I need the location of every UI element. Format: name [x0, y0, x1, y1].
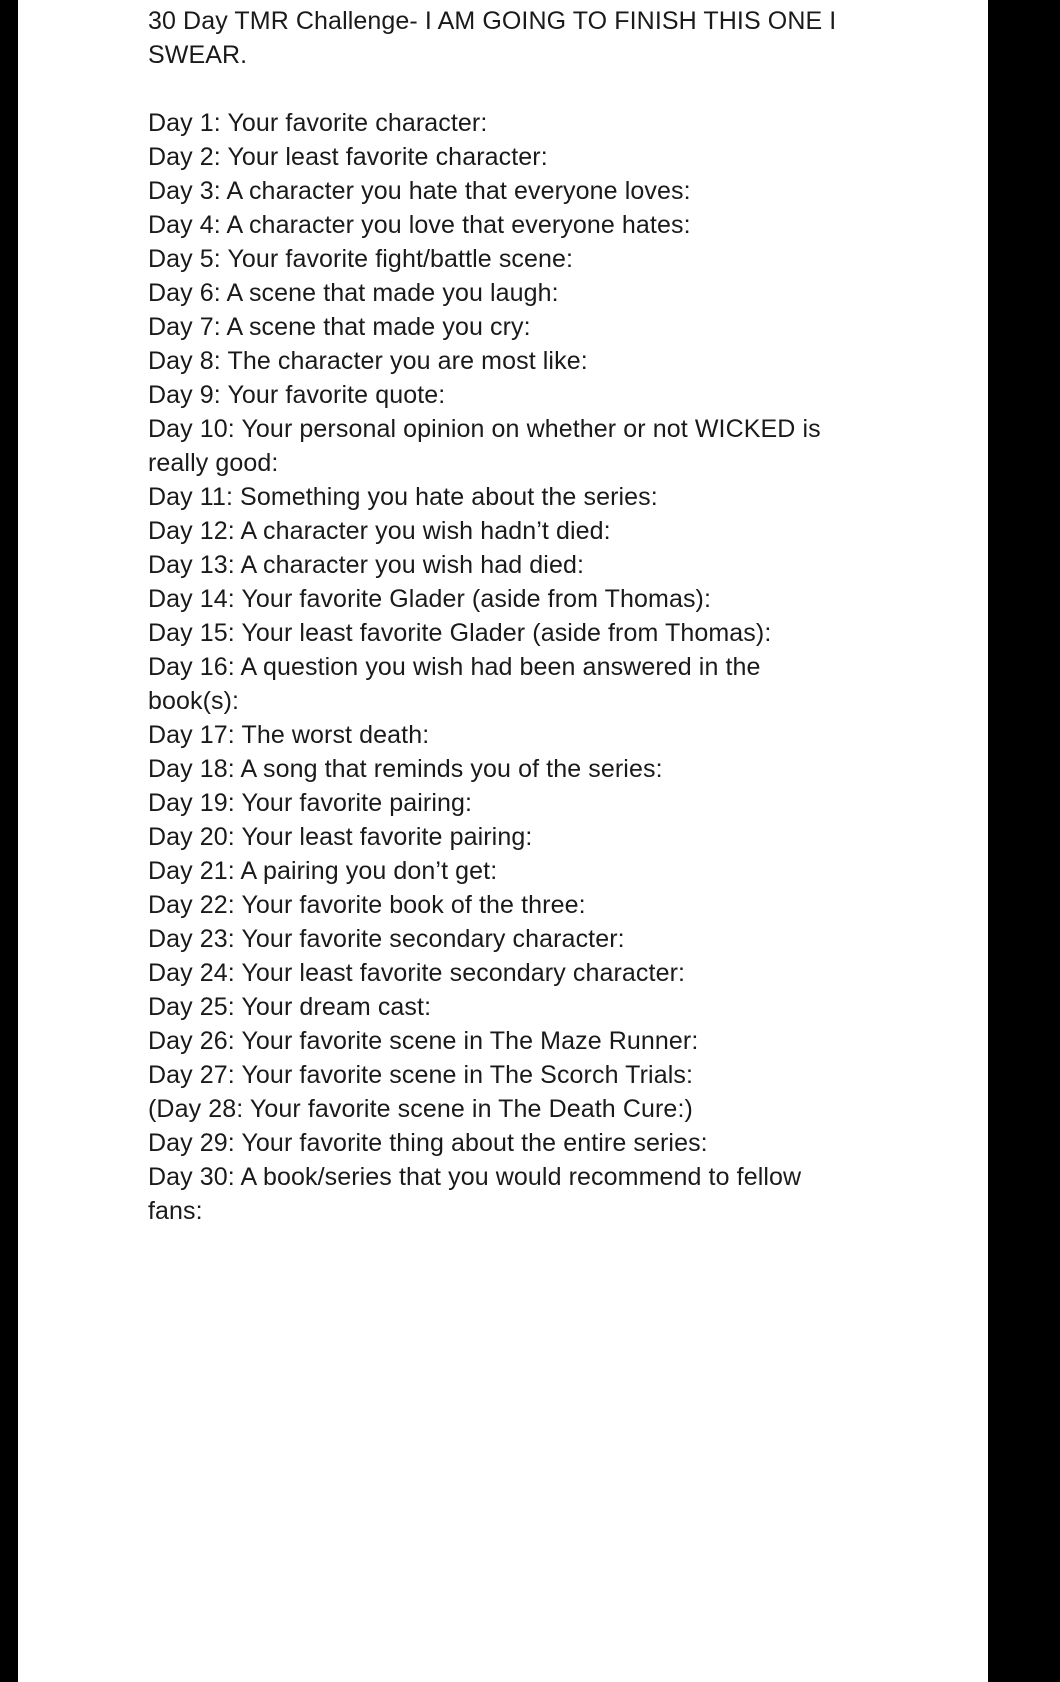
list-item: Day 15: Your least favorite Glader (aside from Thomas):: [148, 619, 772, 647]
list-item: Day 13: A character you wish had died:: [148, 551, 585, 579]
list-item: Day 18: A song that reminds you of the series:: [148, 755, 663, 783]
list-item: Day 30: A book/series that you would recommend to fellow fans:: [148, 1163, 802, 1225]
list-item: Day 21: A pairing you don’t get:: [148, 857, 498, 885]
list-item: Day 7: A scene that made you cry:: [148, 313, 531, 341]
list-item: Day 23: Your favorite secondary character:: [148, 925, 625, 953]
document-sheet: [18, 0, 988, 1682]
list-item: Day 6: A scene that made you laugh:: [148, 279, 559, 307]
list-item: Day 17: The worst death:: [148, 721, 430, 749]
list-item: Day 16: A question you wish had been answered in the book(s):: [148, 653, 761, 715]
list-item: Day 3: A character you hate that everyone loves:: [148, 177, 691, 205]
list-item: Day 11: Something you hate about the series:: [148, 483, 658, 511]
list-item: Day 12: A character you wish hadn’t died:: [148, 517, 611, 545]
list-item: Day 1: Your favorite character:: [148, 109, 488, 137]
list-item: Day 29: Your favorite thing about the entire series:: [148, 1129, 708, 1157]
challenge-list: [148, 106, 848, 1228]
list-item: Day 4: A character you love that everyone hates:: [148, 211, 691, 239]
list-item: Day 26: Your favorite scene in The Maze Runner:: [148, 1027, 699, 1055]
list-item: Day 5: Your favorite fight/battle scene:: [148, 245, 574, 273]
list-item: Day 14: Your favorite Glader (aside from Thomas):: [148, 585, 712, 613]
list-item: Day 24: Your least favorite secondary character:: [148, 959, 686, 987]
list-item: Day 10: Your personal opinion on whether or not WICKED is really good:: [148, 415, 821, 477]
document-content: [148, 0, 848, 1228]
list-item: Day 27: Your favorite scene in The Scorch Trials:: [148, 1061, 693, 1089]
list-item: Day 2: Your least favorite character:: [148, 143, 548, 171]
list-item: Day 8: The character you are most like:: [148, 347, 588, 375]
list-item: (Day 28: Your favorite scene in The Death Cure:): [148, 1095, 693, 1123]
page-title: 30 Day TMR Challenge- I AM GOING TO FINISH THIS ONE I SWEAR.: [148, 7, 837, 69]
list-item: Day 25: Your dream cast:: [148, 993, 432, 1021]
list-item: Day 22: Your favorite book of the three:: [148, 891, 586, 919]
list-item: Day 19: Your favorite pairing:: [148, 789, 473, 817]
list-item: Day 9: Your favorite quote:: [148, 381, 446, 409]
list-item: Day 20: Your least favorite pairing:: [148, 823, 533, 851]
